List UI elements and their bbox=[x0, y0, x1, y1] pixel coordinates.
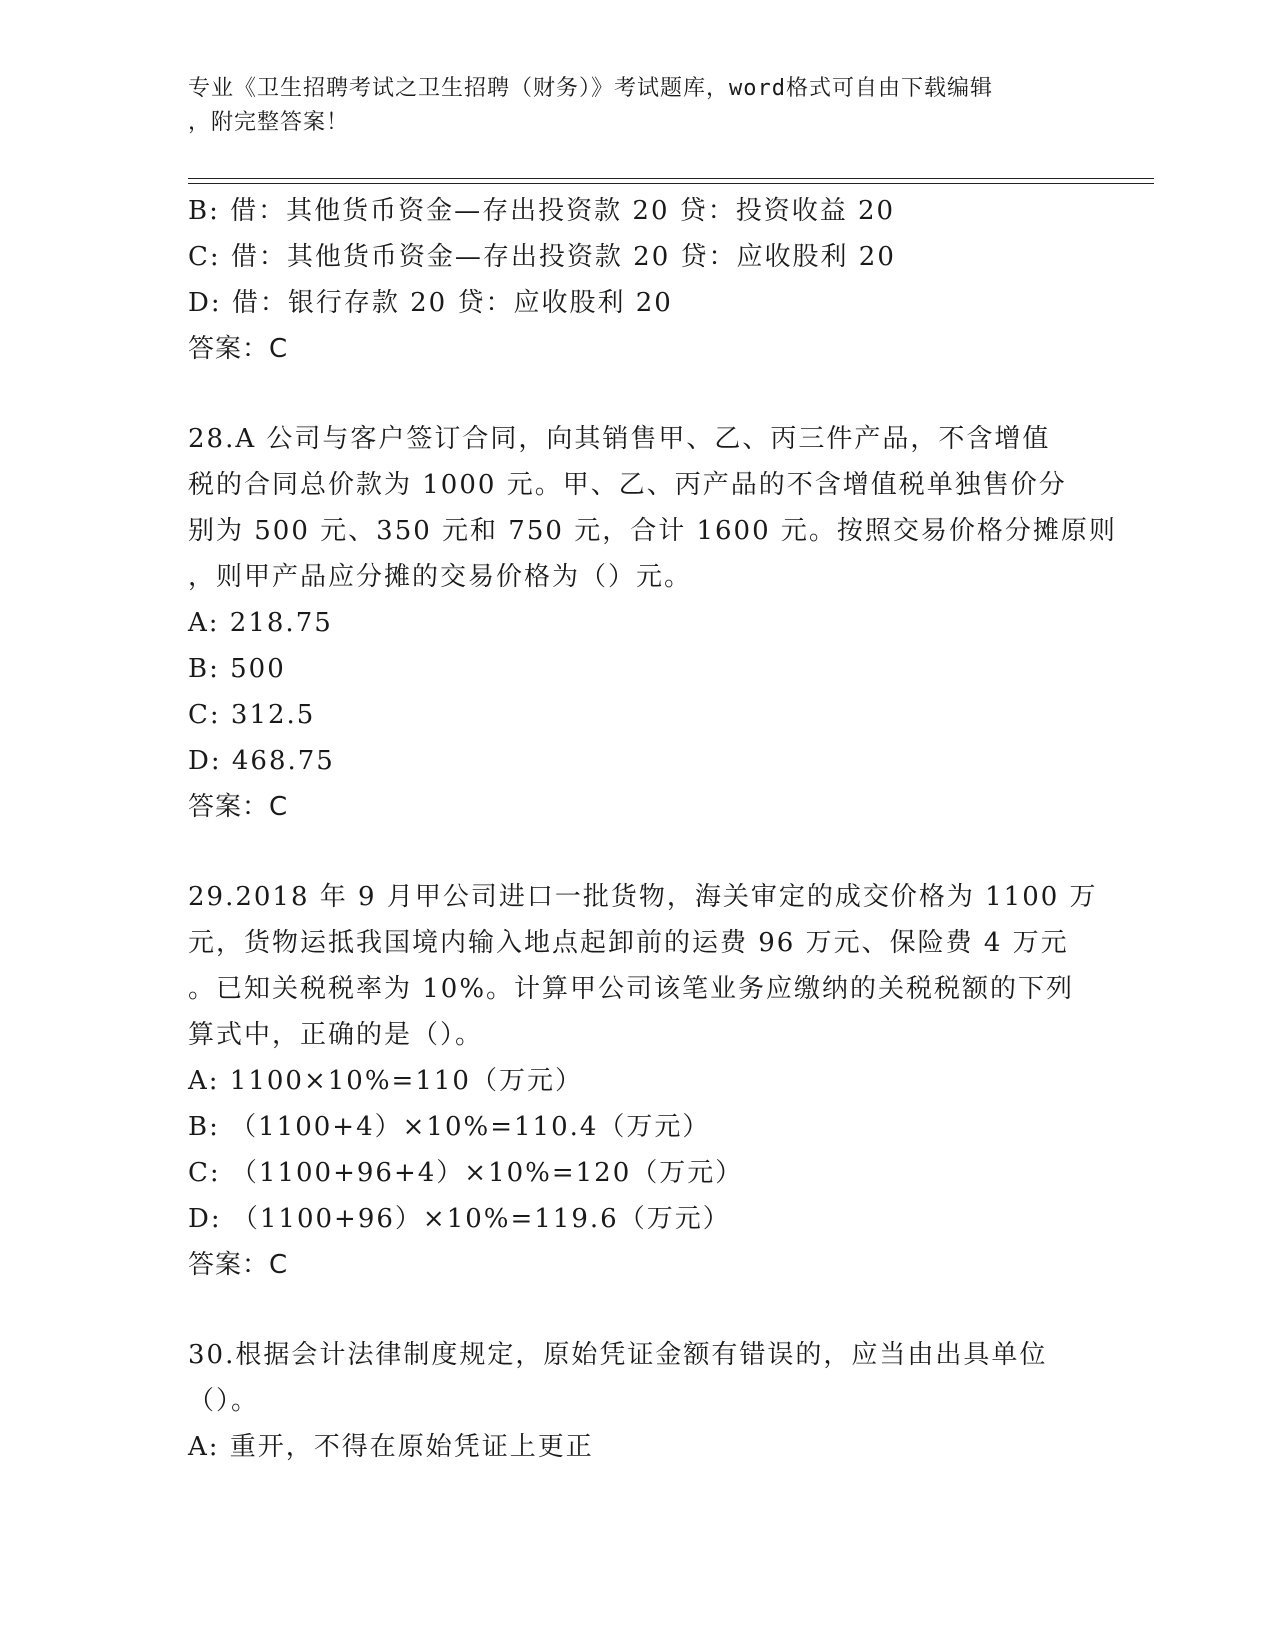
option-a: A: 1100×10%=110（万元） bbox=[188, 1066, 583, 1096]
option-c: C: （1100+96+4）×10%=120（万元） bbox=[188, 1158, 744, 1188]
answer-line: 答案：C bbox=[188, 334, 289, 364]
question-30 bbox=[188, 1332, 1088, 1470]
option-c: C: 借：其他货币资金—存出投资款 20 贷：应收股利 20 bbox=[188, 242, 896, 272]
option-d: D: （1100+96）×10%=119.6（万元） bbox=[188, 1204, 731, 1234]
question-text-line: 元，货物运抵我国境内输入地点起卸前的运费 96 万元、保险费 4 万元 bbox=[188, 928, 1069, 958]
question-text-line: 算式中，正确的是（）。 bbox=[188, 1020, 484, 1050]
question-text-line: ，则甲产品应分摊的交易价格为（）元。 bbox=[188, 562, 693, 592]
question-content bbox=[188, 188, 1117, 1470]
answer-line: 答案：C bbox=[188, 1250, 289, 1280]
question-27-tail bbox=[188, 188, 1088, 372]
question-text-line: （）。 bbox=[188, 1386, 260, 1416]
option-a: A: 重开，不得在原始凭证上更正 bbox=[188, 1432, 594, 1462]
question-text-line: 税的合同总价款为 1000 元。甲、乙、丙产品的不含增值税单独售价分 bbox=[188, 470, 1067, 500]
option-a: A: 218.75 bbox=[188, 608, 333, 638]
option-b: B: （1100+4）×10%=110.4（万元） bbox=[188, 1112, 711, 1142]
question-29 bbox=[188, 874, 1098, 1288]
question-text-line: 28.A 公司与客户签订合同，向其销售甲、乙、丙三件产品，不含增值 bbox=[188, 424, 1051, 454]
option-c: C: 312.5 bbox=[188, 700, 316, 730]
answer-line: 答案：C bbox=[188, 792, 289, 822]
header-line-2: ，附完整答案！ bbox=[188, 110, 350, 135]
question-text-line: 。已知关税税率为 10%。计算甲公司该笔业务应缴纳的关税税额的下列 bbox=[188, 974, 1075, 1004]
question-28 bbox=[188, 416, 1117, 830]
option-d: D: 借：银行存款 20 贷：应收股利 20 bbox=[188, 288, 673, 318]
option-b: B: 500 bbox=[188, 654, 286, 684]
option-d: D: 468.75 bbox=[188, 746, 335, 776]
question-text-line: 30.根据会计法律制度规定，原始凭证金额有错误的，应当由出具单位 bbox=[188, 1340, 1048, 1370]
question-text-line: 别为 500 元、350 元和 750 元，合计 1600 元。按照交易价格分摊原则 bbox=[188, 516, 1117, 546]
header-line-1: 专业《卫生招聘考试之卫生招聘（财务）》考试题库，word格式可自由下载编辑 bbox=[188, 76, 993, 101]
header-rule-top bbox=[188, 178, 1154, 179]
question-text-line: 29.2018 年 9 月甲公司进口一批货物，海关审定的成交价格为 1100 万 bbox=[188, 882, 1098, 912]
spacer bbox=[188, 372, 1088, 416]
option-b: B: 借：其他货币资金—存出投资款 20 贷：投资收益 20 bbox=[188, 196, 896, 226]
spacer bbox=[188, 1288, 1088, 1332]
document-header bbox=[188, 72, 1068, 140]
header-rule-bottom bbox=[188, 183, 1154, 184]
spacer bbox=[188, 830, 1088, 874]
